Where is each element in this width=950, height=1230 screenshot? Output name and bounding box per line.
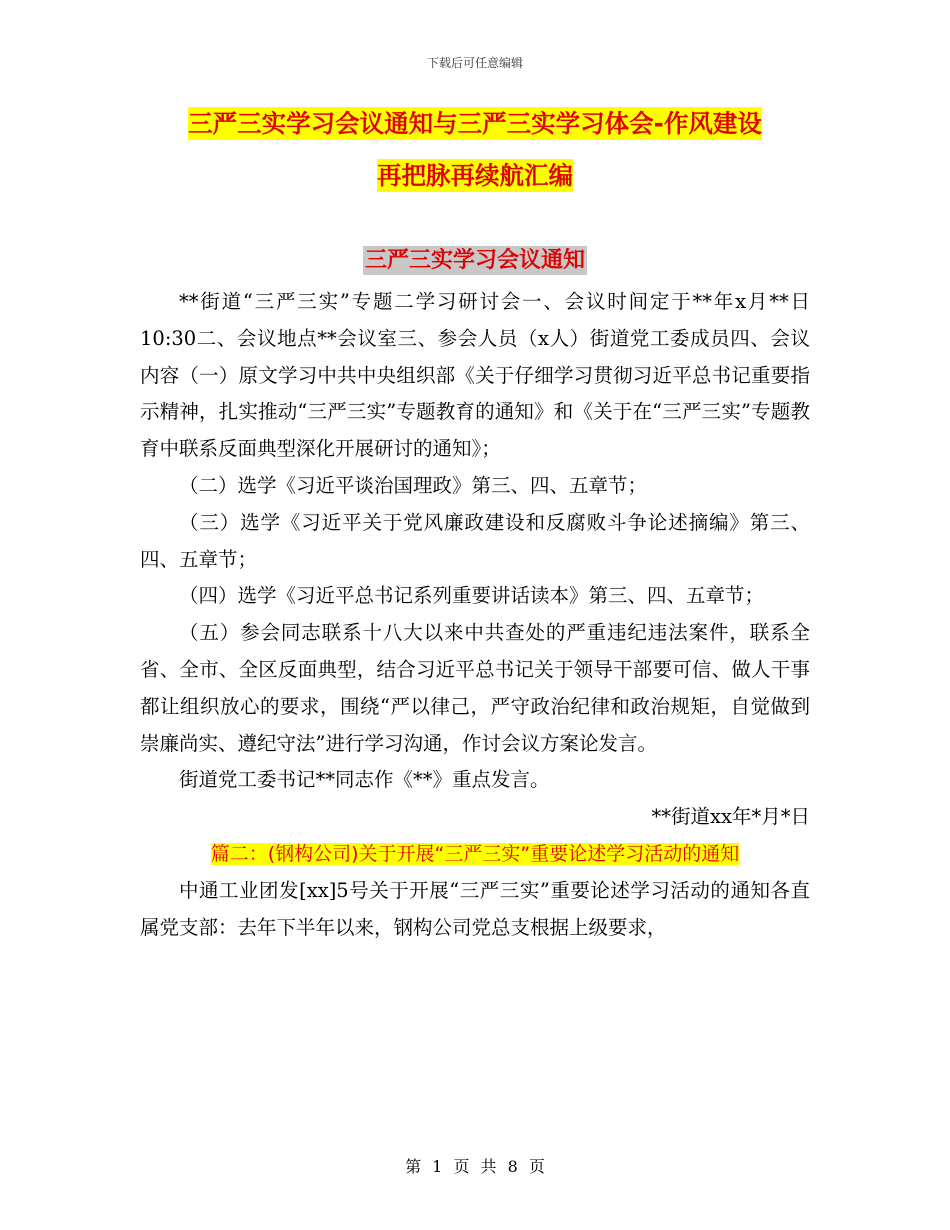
paragraph: （四）选学《习近平总书记系列重要讲话读本》第三、四、五章节； [179, 584, 765, 608]
document-body [140, 284, 810, 946]
paragraph: （五）参会同志联系十八大以来中共查处的严重违纪违法案件，联系全省、全市、全区反面典型，结合习近平总书记关于领导干部要可信、做人干事都让组织放心的要求，围绕“严以律己，严守政治纪律和政治规矩，自觉做到崇廉尚实、遵纪守法”进行学习沟通，作讨会议方案论发言。 [140, 621, 810, 755]
document-title-line-1: 三严三实学习会议通知与三严三实学习体会-作风建设 [188, 109, 762, 138]
page-number: 第 1 页 共 8 页 [405, 1157, 545, 1176]
document-title-line-2: 再把脉再续航汇编 [377, 161, 573, 190]
header-note: 下载后可任意编辑 [426, 56, 523, 70]
paragraph: 中通工业团发[xx]5号关于开展“三严三实”重要论述学习活动的通知各直属党支部：去年下半年以来，钢构公司党总支根据上级要求， [140, 878, 810, 939]
paragraph: （二）选学《习近平谈治国理政》第三、四、五章节； [179, 473, 648, 497]
paragraph: **街道“三严三实”专题二学习研讨会一、会议时间定于**年x月**日10:30二、会议地点**会议室三、参会人员（x人）街道党工委成员四、会议内容（一）原文学习中共中央组织部《关于仔细学习贯彻习近平总书记重要指示精神，扎实推动“三严三实”专题教育的通知》和《关于在“三严三实”专题教育中联系反面典型深化开展研讨的通知》； [140, 290, 810, 461]
signature-date: **街道xx年*月*日 [651, 805, 810, 829]
paragraph: （三）选学《习近平关于党风廉政建设和反腐败斗争论述摘编》第三、四、五章节； [140, 510, 810, 571]
paragraph: 街道党工委书记**同志作《**》重点发言。 [179, 768, 550, 792]
section-title: 三严三实学习会议通知 [364, 248, 585, 273]
section-2-title: 篇二：(钢构公司)关于开展“三严三实”重要论述学习活动的通知 [210, 842, 740, 865]
